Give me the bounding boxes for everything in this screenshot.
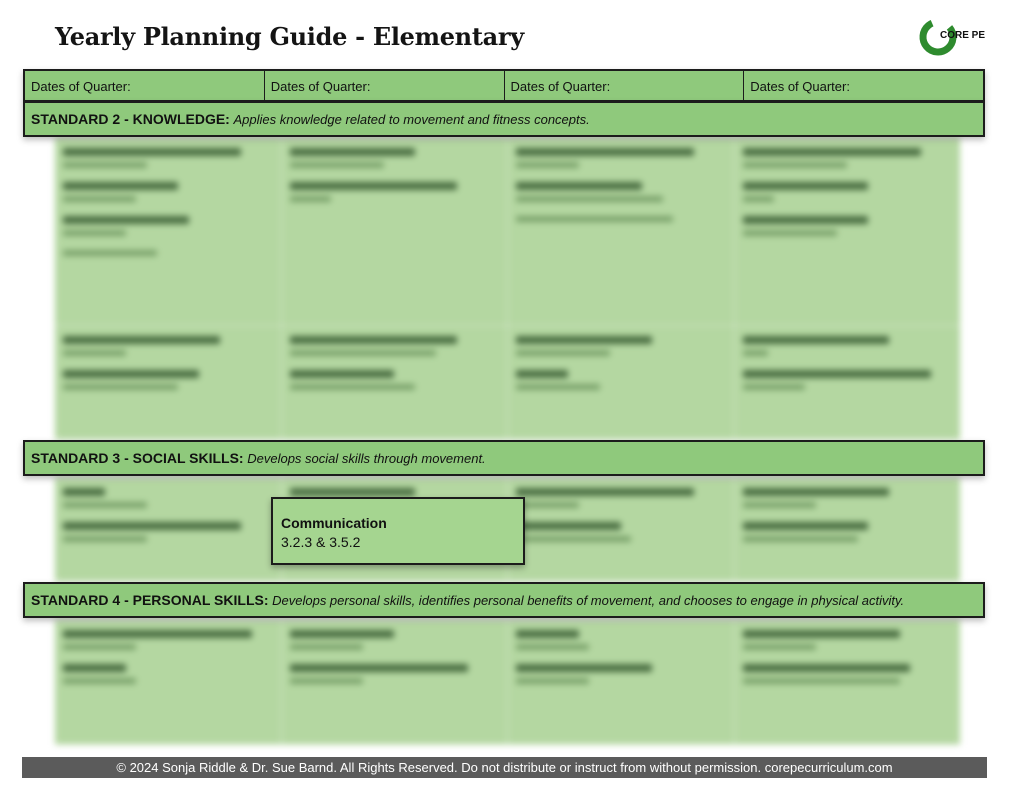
focus-card-title: Communication	[281, 515, 387, 531]
standard-2-description: Applies knowledge related to movement and fitness concepts.	[233, 112, 590, 127]
quarter-3-dates: Dates of Quarter:	[505, 71, 745, 100]
standard-4-description: Develops personal skills, identifies personal benefits of movement, and chooses to engage in physical activity.	[272, 593, 905, 608]
standard-3-header	[23, 440, 985, 476]
standard-4-header	[23, 582, 985, 618]
page-title: Yearly Planning Guide - Elementary	[55, 22, 524, 51]
communication-card	[271, 497, 525, 565]
standard-3-title: STANDARD 3 - SOCIAL SKILLS:	[31, 450, 244, 466]
logo-text: CORE PE	[940, 30, 986, 41]
standard-3-description: Develops social skills through movement.	[247, 451, 486, 466]
standard-4-title: STANDARD 4 - PERSONAL SKILLS:	[31, 592, 269, 608]
quarter-4-dates: Dates of Quarter:	[750, 79, 850, 94]
standard-2-title: STANDARD 2 - KNOWLEDGE:	[31, 111, 230, 127]
standard-2-header	[23, 101, 985, 137]
focus-card-code: 3.2.3 & 3.5.2	[281, 534, 361, 550]
quarter-2-dates: Dates of Quarter:	[265, 71, 505, 100]
quarter-dates-row	[23, 69, 985, 102]
quarter-1-dates: Dates of Quarter:	[25, 71, 265, 100]
core-pe-logo	[918, 16, 990, 60]
copyright-footer: © 2024 Sonja Riddle & Dr. Sue Barnd. All Rights Reserved. Do not distribute or instruct from without permission. corepecurriculum.com	[22, 757, 987, 778]
